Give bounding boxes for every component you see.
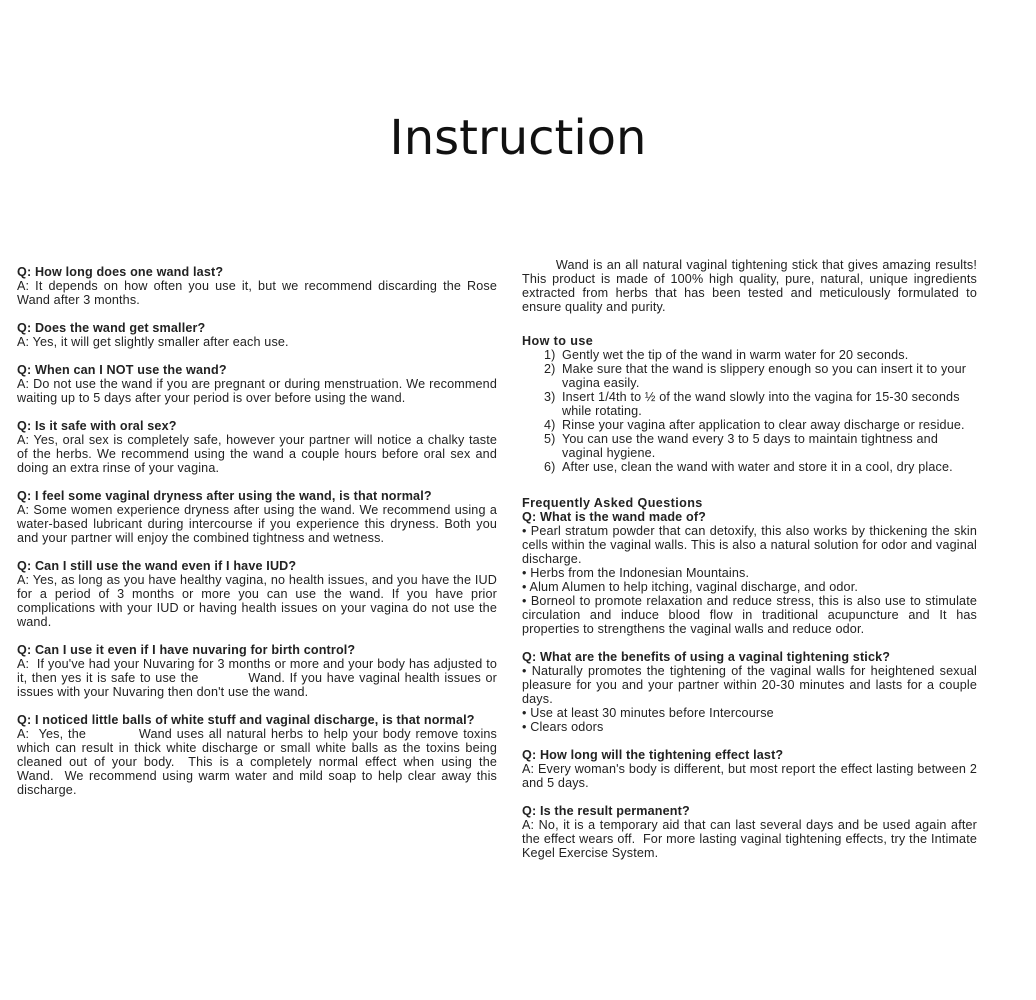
- faq-answer: A: No, it is a temporary aid that can last several days and be used again after the effect wears off. For more lasting vaginal tightening effects, try the Intimate Kegel Exercise System.: [522, 818, 1014, 860]
- faq-question: Q: How long does one wand last?: [17, 265, 224, 279]
- step-number: 3): [544, 390, 556, 404]
- step-number: 5): [544, 432, 556, 446]
- faq-item: [17, 489, 497, 545]
- faq-item: [17, 265, 497, 307]
- faq-question: Q: When can I NOT use the wand?: [17, 363, 227, 377]
- faq-heading: Frequently Asked Questions: [522, 496, 703, 510]
- faq-question: Q: Can I still use the wand even if I have IUD?: [17, 559, 297, 573]
- faq-answer: A: Yes, oral sex is completely safe, however your partner will notice a chalky taste of the herbs. We recommend using the wand a couple hours before oral sex and doing an extra rinse of your vagina.: [17, 433, 497, 475]
- faq-question: Q: I noticed little balls of white stuff and vaginal discharge, is that normal?: [17, 713, 475, 727]
- faq-answer: A: Some women experience dryness after using the wand. We recommend using a water-based lubricant during intercourse if you experience this dryness. Both you and your partner will enjoy the combined tightness and wetness.: [17, 503, 497, 545]
- faq-answer: A: If you've had your Nuvaring for 3 months or more and your body has adjusted to it, then yes it is safe to use the Wand. If you have vaginal health issues or issues with your Nuvaring then don't use the wand.: [17, 657, 501, 699]
- step-item: [522, 460, 977, 474]
- faq-item: [522, 650, 977, 734]
- faq-question: Q: Can I use it even if I have nuvaring for birth control?: [17, 643, 356, 657]
- bullet-item: • Herbs from the Indonesian Mountains.: [522, 566, 750, 580]
- faq-item: [17, 559, 497, 629]
- step-text: Insert 1/4th to ½ of the wand slowly into the vagina for 15-30 seconds while rotating.: [562, 390, 960, 418]
- faq-item: [17, 713, 538, 797]
- step-text: You can use the wand every 3 to 5 days to maintain tightness and vaginal hygiene.: [562, 432, 938, 460]
- faq-item: [17, 419, 497, 475]
- faq-question: Q: Does the wand get smaller?: [17, 321, 206, 335]
- step-text: Make sure that the wand is slippery enough so you can insert it to your vagina easily.: [562, 362, 967, 390]
- faq-item: [522, 748, 977, 790]
- step-number: 6): [544, 460, 556, 474]
- step-item: [522, 362, 977, 390]
- faq-question: Q: What are the benefits of using a vaginal tightening stick?: [522, 650, 891, 664]
- step-item: [522, 348, 977, 362]
- faq-answer: A: Yes, it will get slightly smaller after each use.: [17, 335, 289, 349]
- faq-question: Q: How long will the tightening effect last?: [522, 748, 784, 762]
- faq-item: [522, 510, 977, 636]
- faq-question: Q: Is it safe with oral sex?: [17, 419, 177, 433]
- step-text: After use, clean the wand with water and store it in a cool, dry place.: [562, 460, 953, 474]
- bullet-item: • Pearl stratum powder that can detoxify, this also works by thickening the skin cells within the vaginal walls. This is also a natural solution for odor and vaginal discharge.: [522, 524, 977, 566]
- faq-item: [17, 643, 501, 699]
- bullet-item: • Naturally promotes the tightening of the vaginal walls for heightened sexual pleasure for you and your partner within 20-30 minutes and lasts for a couple days.: [522, 664, 977, 706]
- left-faq-column: [17, 265, 538, 811]
- faq-answer: A: Do not use the wand if you are pregnant or during menstruation. We recommend waiting up to 5 days after your period is over before using the wand.: [17, 377, 497, 405]
- step-item: [522, 432, 977, 460]
- faq-question: Q: I feel some vaginal dryness after using the wand, is that normal?: [17, 489, 432, 503]
- ingredient-list: [522, 524, 977, 636]
- faq-item: [522, 804, 1014, 860]
- step-number: 2): [544, 362, 556, 376]
- faq-item: [17, 321, 497, 349]
- faq-item: [17, 363, 497, 405]
- bullet-item: • Borneol to promote relaxation and reduce stress, this is also use to stimulate circulation and induce blood flow in traditional acupuncture and It has properties to strengthens the vaginal walls and reduce odor.: [522, 594, 977, 636]
- faq-question: Q: What is the wand made of?: [522, 510, 707, 524]
- faq-answer: A: Yes, as long as you have healthy vagina, no health issues, and you have the IUD for a period of 3 months or more you can use the wand. If you have prior complications with your IUD or having health issues on your vagina do not use the wand.: [17, 573, 497, 629]
- faq-answer: A: Every woman's body is different, but most report the effect lasting between 2 and 5 days.: [522, 762, 977, 790]
- right-info-column: [522, 258, 1014, 874]
- faq-question: Q: Is the result permanent?: [522, 804, 690, 818]
- step-number: 1): [544, 348, 556, 362]
- page-title: Instruction: [389, 110, 647, 166]
- faq-answer: A: It depends on how often you use it, but we recommend discarding the Rose Wand after 3 months.: [17, 279, 497, 307]
- step-number: 4): [544, 418, 556, 432]
- how-to-use-steps: [522, 348, 977, 474]
- step-text: Gently wet the tip of the wand in warm water for 20 seconds.: [562, 348, 909, 362]
- bullet-item: • Clears odors: [522, 720, 604, 734]
- faq-answer: A: Yes, the Wand uses all natural herbs to help your body remove toxins which can result in thick white discharge or small white balls as the toxins being cleaned out of your body. This is a completely normal effect when using the Wand. We recommend using warm water and mild soap to help clear away this discharge.: [17, 727, 538, 797]
- bullet-item: • Alum Alumen to help itching, vaginal discharge, and odor.: [522, 580, 859, 594]
- benefit-list: [522, 664, 977, 734]
- product-intro: Wand is an all natural vaginal tightening stick that gives amazing results! This product is made of 100% high quality, pure, natural, unique ingredients extracted from herbs that has been tested and meticulously formulated to ensure quality and purity.: [522, 258, 981, 314]
- how-to-use-heading: How to use: [522, 334, 594, 348]
- bullet-item: • Use at least 30 minutes before Intercourse: [522, 706, 774, 720]
- step-item: [522, 390, 977, 418]
- step-item: [522, 418, 977, 432]
- step-text: Rinse your vagina after application to clear away discharge or residue.: [562, 418, 965, 432]
